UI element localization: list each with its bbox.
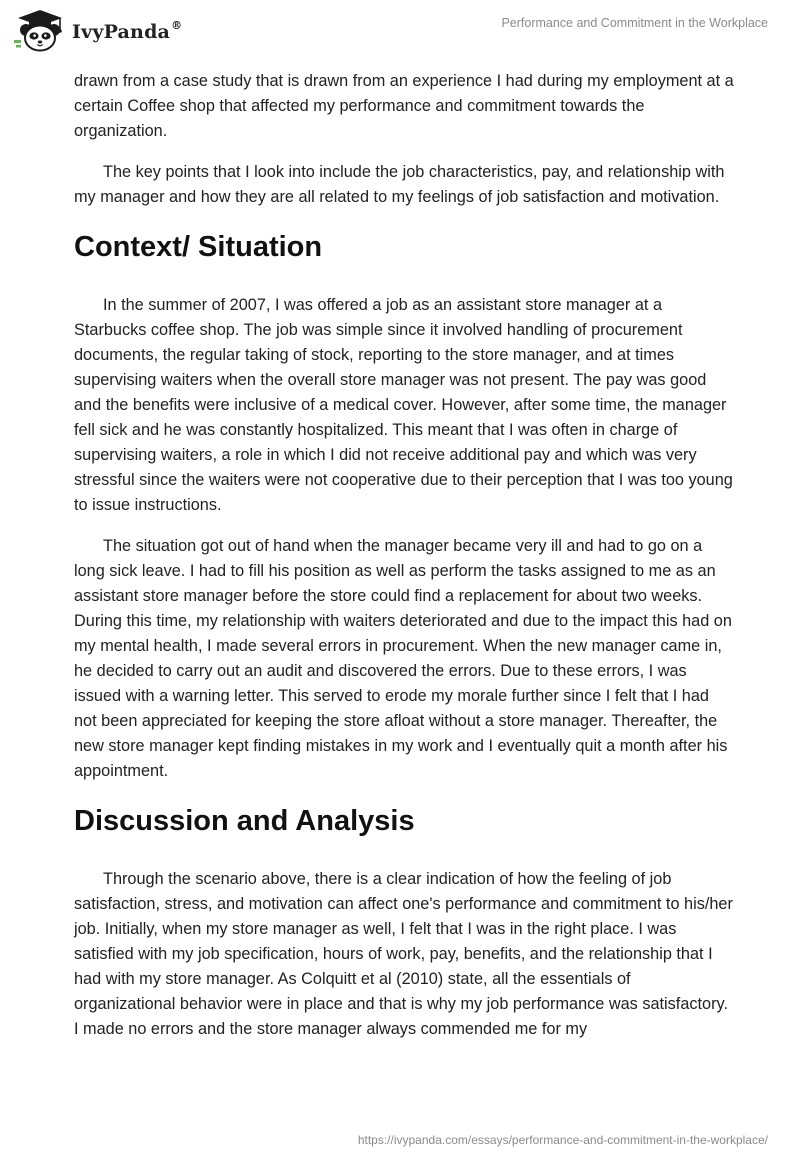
source-url[interactable]: https://ivypanda.com/essays/performance-and-commitment-in-the-workplace/ <box>357 1133 768 1147</box>
brand-name: IvyPanda® <box>72 19 183 43</box>
page-header <box>0 0 800 64</box>
document-title: Performance and Commitment in the Workplace <box>501 16 768 30</box>
section-heading-context: Context/ Situation <box>74 231 323 263</box>
panda-graduate-icon <box>14 8 66 52</box>
paragraph: drawn from a case study that is drawn from an experience I had during my employment at a certain Coffee shop that affected my performance and commitment towards the organization. <box>74 72 734 140</box>
section-heading-discussion: Discussion and Analysis <box>74 805 415 837</box>
paragraph: Through the scenario above, there is a clear indication of how the feeling of job satisfaction, stress, and motivation can affect one's performance and commitment to his/her job. Initially, when my store manager as well, I felt that I was in the right place. I was satisfied with my job specification, hours of work, pay, benefits, and the relationship that I had with my store manager. As Colquitt et al (2010) state, all the essentials of organizational behavior were in place and that is why my job performance was satisfactory. I made no errors and the store manager always commended me for my <box>74 870 733 1038</box>
ivypanda-logo[interactable] <box>14 8 182 52</box>
paragraph: The key points that I look into include the job characteristics, pay, and relationship with my manager and how they are all related to my feelings of job satisfaction and motivation. <box>74 163 725 206</box>
essay-body <box>74 69 734 1058</box>
paragraph: The situation got out of hand when the manager became very ill and had to go on a long sick leave. I had to fill his position as well as perform the tasks assigned to me as an assistant store manager before the store could find a replacement for about two weeks. During this time, my relationship with waiters deteriorated and due to the impact this had on my mental health, I made several errors in procurement. When the new manager came in, he decided to carry out an audit and discovered the errors. Due to these errors, I was issued with a warning letter. This served to erode my morale further since I felt that I had not been appreciated for keeping the store afloat without a store manager. Thereafter, the new store manager kept finding mistakes in my work and I eventually quit a month after his appointment. <box>74 537 732 780</box>
paragraph: In the summer of 2007, I was offered a job as an assistant store manager at a Starbucks coffee shop. The job was simple since it involved handling of procurement documents, the regular taking of stock, reporting to the store manager, and at times supervising waiters when the overall store manager was not present. The pay was good and the benefits were inclusive of a medical cover. However, after some time, the manager fell sick and he was constantly hospitalized. This meant that I was often in charge of supervising waiters, a role in which I did not receive additional pay and which was very stressful since the waiters were not cooperative due to their perception that I was too young to issue instructions. <box>74 296 733 514</box>
